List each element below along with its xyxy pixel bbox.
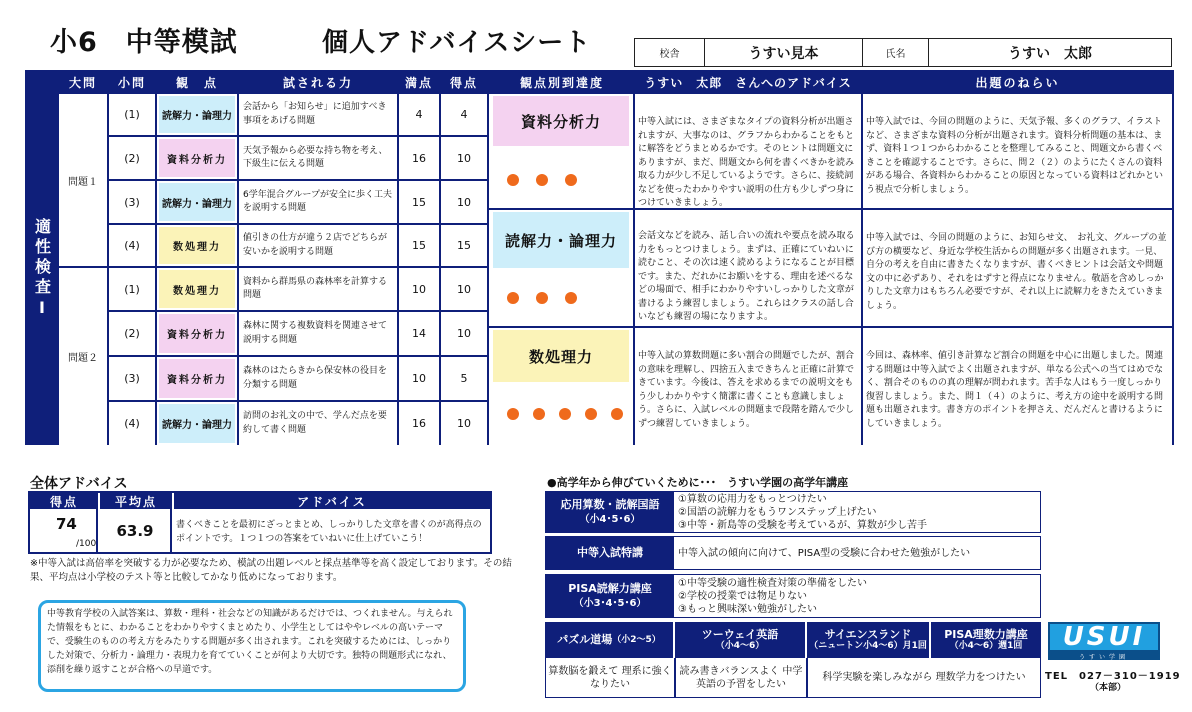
overall-score-header: 得点 <box>30 493 98 509</box>
level-dot <box>611 408 623 420</box>
page-grade-title: 小6 中等模試 <box>50 27 238 58</box>
course-name-text: 中等入試特講 <box>577 545 643 559</box>
course-name <box>546 537 674 569</box>
course-grade: （小4･5･6） <box>579 513 641 525</box>
course-description <box>674 575 1040 617</box>
course-row <box>545 536 1041 570</box>
row-full-score: 16 <box>399 402 439 445</box>
row-score: 10 <box>441 312 487 355</box>
course-grade: （小4～6） <box>715 641 765 652</box>
level-title: 数処理力 <box>493 330 629 382</box>
course-description <box>674 492 1040 532</box>
overall-advice-table <box>28 491 492 554</box>
school-value: うすい見本 <box>705 39 863 66</box>
results-table <box>25 70 1174 445</box>
phone-branch: （本部） <box>1090 683 1127 693</box>
level-dot <box>533 408 545 420</box>
overall-score-cell <box>30 509 98 552</box>
level-dot <box>536 292 548 304</box>
kanten-badge: 資料分析力 <box>159 139 235 177</box>
row-score: 15 <box>441 225 487 266</box>
row-full-score: 14 <box>399 312 439 355</box>
school-label: 校舎 <box>635 39 705 66</box>
course-line: 中等入試の傾向に向けて、PISA型の受験に合わせた勉強がしたい <box>678 547 971 559</box>
course-grade: （ニュートン小4～6）月1回 <box>809 641 927 652</box>
course-puzzle <box>545 622 673 658</box>
level-title: 読解力・論理力 <box>493 212 629 268</box>
course-line: ③中等・新島等の受験を考えているが、算数が少し苦手 <box>678 519 927 531</box>
course-row <box>545 574 1041 618</box>
row-no: (2) <box>109 137 155 179</box>
row-no: (3) <box>109 181 155 223</box>
overall-average: 63.9 <box>100 509 172 552</box>
row-score: 5 <box>441 357 487 400</box>
advice-text: 中等入試には、さまざまなタイプの資料分析が出題されますが、大事なのは、グラフからわかることをもとに解答をどうまとめるかです。そのヒントは問題文にありますが、まだ、問題文から何を書くべきかを読み取る力が少し不足しているようです。さらに、接続詞などを使ったわかりやすい説明の仕方も少しずつ身につけていきましょう。 <box>635 94 861 208</box>
level-dot <box>565 292 577 304</box>
row-full-score: 10 <box>399 357 439 400</box>
course-english <box>675 622 805 658</box>
group-mondai-2: 問題２ <box>59 268 107 445</box>
level-title: 資料分析力 <box>493 96 629 146</box>
row-no: (1) <box>109 268 155 310</box>
row-score: 10 <box>441 402 487 445</box>
header-chikara: 試される力 <box>282 75 353 90</box>
level-dots <box>507 408 623 420</box>
course-row <box>545 491 1041 533</box>
group-mondai-1: 問題１ <box>59 94 107 266</box>
row-kanten-cell <box>157 225 237 266</box>
row-description: 値引きの仕方が違う２店でどちらが安いかを説明する問題 <box>239 225 397 266</box>
row-full-score: 16 <box>399 137 439 179</box>
course-name-text: PISA読解力講座 <box>568 582 652 596</box>
nerai-text: 中等入試では、今回の問題のように、お知らせ文、 お礼文、グループの並び方の横要など、身近な学校生活からの問題が多く出題されます。一見、自分の考えを自由に書きたくなりますが、書くべきヒントは会話文や問題文の中に必ずあり、それをはずすと得点になりません。敬語を含めしっかりした文章力はもちろん必要ですが、それ以上に読解力をきたえていきましょう。 <box>863 210 1172 326</box>
course-name-text: サイエンスランド <box>824 628 912 641</box>
course-grade: （小3･4･5･6） <box>573 597 647 609</box>
name-value: うすい 太郎 <box>1008 45 1092 62</box>
nerai-text: 今回は、森林率、値引き計算など割合の問題を中心に出題しました。関連する問題は中等入試でよく出題されますが、単なる公式への当てはめでなく、割合そのものの真の理解が問われます。苦手な人はもう一度しっかり復習しましょう。また、問１（４）のように、考え方の途中を説明する問題も出題されます。書き方のポイントを押さえ、だんだんと書けるようにしていきましょう。 <box>863 328 1172 445</box>
row-full-score: 4 <box>399 94 439 135</box>
overall-advice-title: 全体アドバイス <box>30 476 128 492</box>
row-description: 会話から「お知らせ」に追加すべき事項をあげる問題 <box>239 94 397 135</box>
course-description <box>674 537 1040 569</box>
kanten-badge: 読解力・論理力 <box>159 96 235 133</box>
row-score: 10 <box>441 137 487 179</box>
row-no: (4) <box>109 225 155 266</box>
level-dot <box>507 292 519 304</box>
level-dot <box>536 174 548 186</box>
course-line: ①中等受験の適性検査対策の準備をしたい <box>678 577 867 589</box>
row-score: 4 <box>441 94 487 135</box>
course-science-desc: 科学実験を楽しみながら 理数学力をつけたい <box>807 658 1041 698</box>
course-line: ①算数の応用力をもっとつけたい <box>678 493 827 505</box>
level-panel-num <box>489 328 633 445</box>
course-name-text: 応用算数・読解国語 <box>560 498 660 512</box>
overall-average-header: 平均点 <box>100 493 172 509</box>
course-line: ②学校の授業では物足りない <box>678 590 807 602</box>
level-dot <box>565 174 577 186</box>
usui-logo <box>1048 622 1160 660</box>
course-grade: （小4～6）週1回 <box>949 641 1023 652</box>
row-full-score: 10 <box>399 268 439 310</box>
course-puzzle-desc: 算数脳を鍛えて 理系に強くなりたい <box>545 658 675 698</box>
row-kanten-cell <box>157 94 237 135</box>
row-kanten-cell <box>157 312 237 355</box>
row-kanten-cell <box>157 402 237 445</box>
header-shomon: 小問 <box>117 75 146 90</box>
kanten-badge: 数処理力 <box>159 270 235 308</box>
header-advice: うすい 太郎 さんへのアドバイス <box>644 75 852 90</box>
logo-subtext: うすい学園 <box>1048 652 1160 660</box>
level-dot <box>507 408 519 420</box>
row-description: 天気予報から必要な持ち物を考え、下級生に伝える問題 <box>239 137 397 179</box>
row-score: 10 <box>441 268 487 310</box>
course-grade: （小2～5） <box>612 634 661 645</box>
level-dot <box>585 408 597 420</box>
overall-advice-header: アドバイス <box>174 493 490 509</box>
header-tassei: 観点別到達度 <box>519 75 604 90</box>
course-line: ③もっと興味深い勉強がしたい <box>678 603 817 615</box>
footnote: ※中等入試は高倍率を突破する力が必要なため、模試の出題レベルと採点基準等を高く設定しております。その結果、平均点は小学校のテスト等と比較してかなり低めになっております。 <box>30 558 512 583</box>
phone-number: TEL 027－310－1919 <box>1045 671 1181 682</box>
level-dot <box>507 174 519 186</box>
logo-text: USUI <box>1048 622 1160 652</box>
overall-score: 74 <box>56 515 77 533</box>
course-english-desc: 読み書きバランスよく 中学英語の予習をしたい <box>675 658 807 698</box>
page-title: 個人アドバイスシート <box>322 28 592 58</box>
level-dot <box>559 408 571 420</box>
level-panel-read <box>489 210 633 326</box>
advice-text: 会話文などを読み、話し合いの流れや要点を読み取る力をもっとつけましょう。まずは、正確にていねいに読むこと、その次は速く読めるようになることが目標です。また、だれかにお願いをする、理由を述べるなどの場面で、相手にわかりやすいしっかりした文章が書けるよう練習しましょう。これらはクラスの話し合いなども練習の場になりますよ。 <box>635 210 861 326</box>
level-dots <box>507 174 577 186</box>
header-nerai: 出題のねらい <box>975 75 1060 90</box>
row-description: 資料から群馬県の森林率を計算する問題 <box>239 268 397 310</box>
row-score: 10 <box>441 181 487 223</box>
nerai-text: 中等入試では、今回の問題のように、天気予報、多くのグラフ、イラストなど、さまざまな資料の分析が出題されます。資料分析問題の基本は、まず、資料１つ１つからわかることを整理してみること、問題文から書くべきことを確認することです。さらに、問２（２）のようにたくさんの資料がある場合、各資料からわかることの原因となっている資料はどれかという視点で分析しましょう。 <box>863 94 1172 208</box>
row-description: 6学年混合グループが安全に歩く工夫を説明する問題 <box>239 181 397 223</box>
section-label: 適性検査Ⅰ <box>25 94 59 445</box>
header-tokuten: 得点 <box>449 75 478 90</box>
row-no: (1) <box>109 94 155 135</box>
row-no: (2) <box>109 312 155 355</box>
kanten-badge: 読解力・論理力 <box>159 183 235 221</box>
row-description: 訪問のお礼文の中で、学んだ点を要約して書く問題 <box>239 402 397 445</box>
student-info-table <box>634 38 1172 67</box>
row-full-score: 15 <box>399 225 439 266</box>
row-full-score: 15 <box>399 181 439 223</box>
kanten-badge: 資料分析力 <box>159 359 235 398</box>
name-label: 氏名 <box>863 39 929 66</box>
course-name-text: PISA理数力講座 <box>944 628 1028 641</box>
level-panel-data <box>489 94 633 208</box>
overall-score-total: /100 <box>76 539 97 549</box>
row-description: 森林に関する複数資料を関連させて説明する問題 <box>239 312 397 355</box>
row-kanten-cell <box>157 268 237 310</box>
header-manten: 満点 <box>404 75 433 90</box>
row-kanten-cell <box>157 137 237 179</box>
level-dots <box>507 292 577 304</box>
kanten-badge: 読解力・論理力 <box>159 404 235 443</box>
exam-info-box: 中等教育学校の入試答案は、算数・理科・社会などの知識があるだけでは、つくれません。与えられた情報をもとに、わかることをわかりやすくまとめたり、小学生としてはややレベルの高いテーマで、受験生のものの考え方をみたりする問題が多く出されます。これを突破するためには、しっかりした対策で、分析力・論理力・表現力を育てていくことが何より大切です。独特の問題形式になれ、添削を繰り返すことが合格への早道です。 <box>38 600 466 692</box>
kanten-badge: 数処理力 <box>159 227 235 264</box>
course-name <box>546 575 674 617</box>
row-no: (4) <box>109 402 155 445</box>
kanten-badge: 資料分析力 <box>159 314 235 353</box>
header-daimon: 大問 <box>68 75 97 90</box>
row-kanten-cell <box>157 181 237 223</box>
row-description: 森林のはたらきから保安林の役目を分類する問題 <box>239 357 397 400</box>
row-kanten-cell <box>157 357 237 400</box>
course-name-text: ツーウェイ英語 <box>701 628 779 641</box>
row-no: (3) <box>109 357 155 400</box>
course-name <box>546 492 674 532</box>
course-name-text: パズル道場 <box>557 633 613 647</box>
courses-title: ●高学年から伸びていくために･･･ うすい学園の高学年講座 <box>547 476 849 489</box>
course-pisa-math <box>931 622 1041 658</box>
course-line: ②国語の読解力をもうワンステップ上げたい <box>678 506 877 518</box>
overall-advice-text: 書くべきことを最初にざっとまとめ、しっかりした文章を書くのが高得点のポイントです。１つ１つの答案をていねいに仕上げていこう！ <box>176 520 482 544</box>
header-kanten: 観 点 <box>175 75 218 90</box>
course-science <box>807 622 929 658</box>
advice-text: 中等入試の算数問題に多い割合の問題でしたが、割合の意味を理解し、四捨五入まできちんと正確に計算できています。今後は、答えを求めるまでの説明文をもう少しわかりやすく簡潔に書くことも意識しましょう。さらに、入試レベルの問題まで段階を踏んで少しずつ練習していきましょう。 <box>635 328 861 445</box>
